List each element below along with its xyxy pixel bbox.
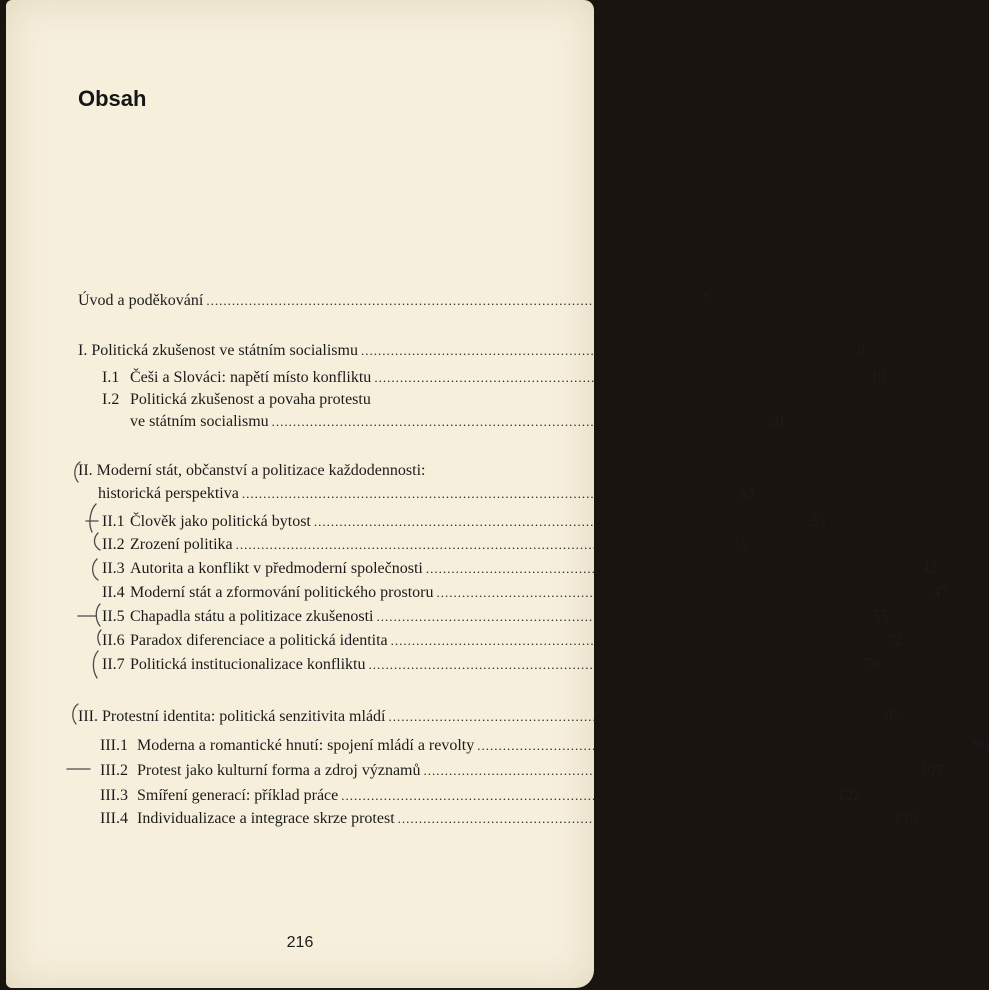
toc-entry-label: Moderní stát a zformování politického prostoru [130, 584, 434, 601]
leader-dots: .................................................................................................................... [206, 293, 700, 308]
leader-dots: .................................................................................................................... [368, 657, 862, 672]
toc-page-number: 35 [731, 536, 748, 553]
toc-entry [102, 536, 748, 554]
toc-page-number: 76 [864, 656, 881, 673]
toc-entry-label: Češi a Slováci: napětí místo konfliktu [130, 369, 372, 386]
leader-dots: .................................................................................................................... [376, 609, 870, 624]
toc-part-3 [78, 708, 901, 726]
toc-entry-label: Politická zkušenost a povaha protestu [130, 391, 371, 408]
leader-dots: .................................................................................................................... [374, 370, 868, 385]
toc-entry-number: II.3 [102, 560, 125, 577]
toc-entry-label: Člověk jako politická bytost [130, 513, 311, 530]
toc-entry [102, 608, 889, 626]
toc-page-number: 72 [886, 632, 903, 649]
toc-page-number: 55 [872, 608, 889, 625]
leader-dots: .................................................................................................................... [271, 414, 765, 429]
leader-dots: .................................................................................................................... [425, 561, 919, 576]
toc-entry [102, 560, 938, 578]
toc-entry [102, 513, 826, 531]
leader-dots: .................................................................................................................... [390, 633, 884, 648]
toc-entry [102, 632, 903, 650]
toc-entry-number: III.3 [100, 787, 128, 804]
page-title: Obsah [78, 86, 147, 111]
leader-dots: .................................................................................................................... [235, 537, 729, 552]
toc-entry-number: III.4 [100, 810, 128, 827]
toc-part-2 [98, 485, 754, 503]
toc-page-number: 47 [932, 584, 949, 601]
toc-entry [102, 656, 881, 674]
toc-entry-label: Protest jako kulturní forma a zdroj významů [137, 762, 421, 779]
toc-entry-number: II.4 [102, 584, 125, 601]
toc-page-number: 33 [809, 513, 826, 530]
toc-entry-label: Individualizace a integrace skrze protest [137, 810, 395, 827]
toc-entry [100, 762, 944, 780]
toc-entry-number: I.2 [102, 391, 120, 408]
toc-page-number: 9 [856, 342, 865, 359]
toc-page-number: 95 [884, 708, 901, 725]
toc-entry-label: Autorita a konflikt v předmoderní společnosti [130, 560, 423, 577]
toc-part-title: historická perspektiva [98, 485, 239, 502]
toc-entry-number: III.2 [100, 762, 128, 779]
leader-dots: .................................................................................................................... [423, 763, 917, 778]
toc-entry [100, 737, 989, 755]
leader-dots: .................................................................................................................... [397, 811, 891, 826]
toc-entry-number: II.1 [102, 513, 125, 530]
toc-page-number: 122 [837, 787, 862, 804]
toc-page-number: 136 [893, 810, 918, 827]
toc-entry-label: Politická institucionalizace konfliktu [130, 656, 366, 673]
toc-entry [130, 413, 784, 431]
toc-entry-label: Zrození politika [130, 536, 233, 553]
toc-page-number: 13 [870, 369, 887, 386]
toc-entry-label: Chapadla státu a politizace zkušenosti [130, 608, 374, 625]
leader-dots: .................................................................................................................... [388, 709, 882, 724]
leader-dots: .................................................................................................................... [477, 738, 971, 753]
toc-page-number: 107 [919, 762, 944, 779]
toc-entry [102, 369, 887, 387]
toc-page-number: 99 [973, 737, 989, 754]
toc-page-number: 20 [767, 413, 784, 430]
toc-part-title: I. Politická zkušenost ve státním socialismu [78, 342, 358, 359]
toc-entry-number: III.1 [100, 737, 128, 754]
leader-dots: .................................................................................................................... [313, 514, 807, 529]
leader-dots: .................................................................................................................... [341, 788, 835, 803]
toc-entry [100, 810, 918, 828]
toc-entry [102, 584, 949, 602]
leader-dots: .................................................................................................................... [241, 486, 735, 501]
toc-entry [100, 787, 862, 805]
toc-page-number: 5 [702, 292, 711, 309]
leader-dots: .................................................................................................................... [360, 343, 854, 358]
toc-entry-label: Úvod a poděkování [78, 292, 204, 309]
toc-entry-intro [78, 292, 711, 310]
toc-entry-number: II.5 [102, 608, 125, 625]
toc-entry-label: Moderna a romantické hnutí: spojení mládí a revolty [137, 737, 475, 754]
toc-page-number: 33 [737, 485, 754, 502]
toc-page-number: 42 [921, 560, 938, 577]
leader-dots: .................................................................................................................... [436, 585, 930, 600]
toc-part-title-line: II. Moderní stát, občanství a politizace každodennosti: [78, 462, 426, 479]
toc-entry-number: II.7 [102, 656, 125, 673]
page-number: 216 [286, 934, 314, 951]
toc-part-title: III. Protestní identita: politická senzitivita mládí [78, 708, 386, 725]
toc-entry-label: Smíření generací: příklad práce [137, 787, 339, 804]
toc-entry-number: I.1 [102, 369, 120, 386]
toc-entry-line [102, 391, 539, 409]
toc-entry-number: II.6 [102, 632, 125, 649]
toc-entry-label: Paradox diferenciace a politická identita [130, 632, 388, 649]
toc-part-1 [78, 342, 865, 360]
toc-entry-number: II.2 [102, 536, 125, 553]
toc-entry-label: ve státním socialismu [130, 413, 269, 430]
